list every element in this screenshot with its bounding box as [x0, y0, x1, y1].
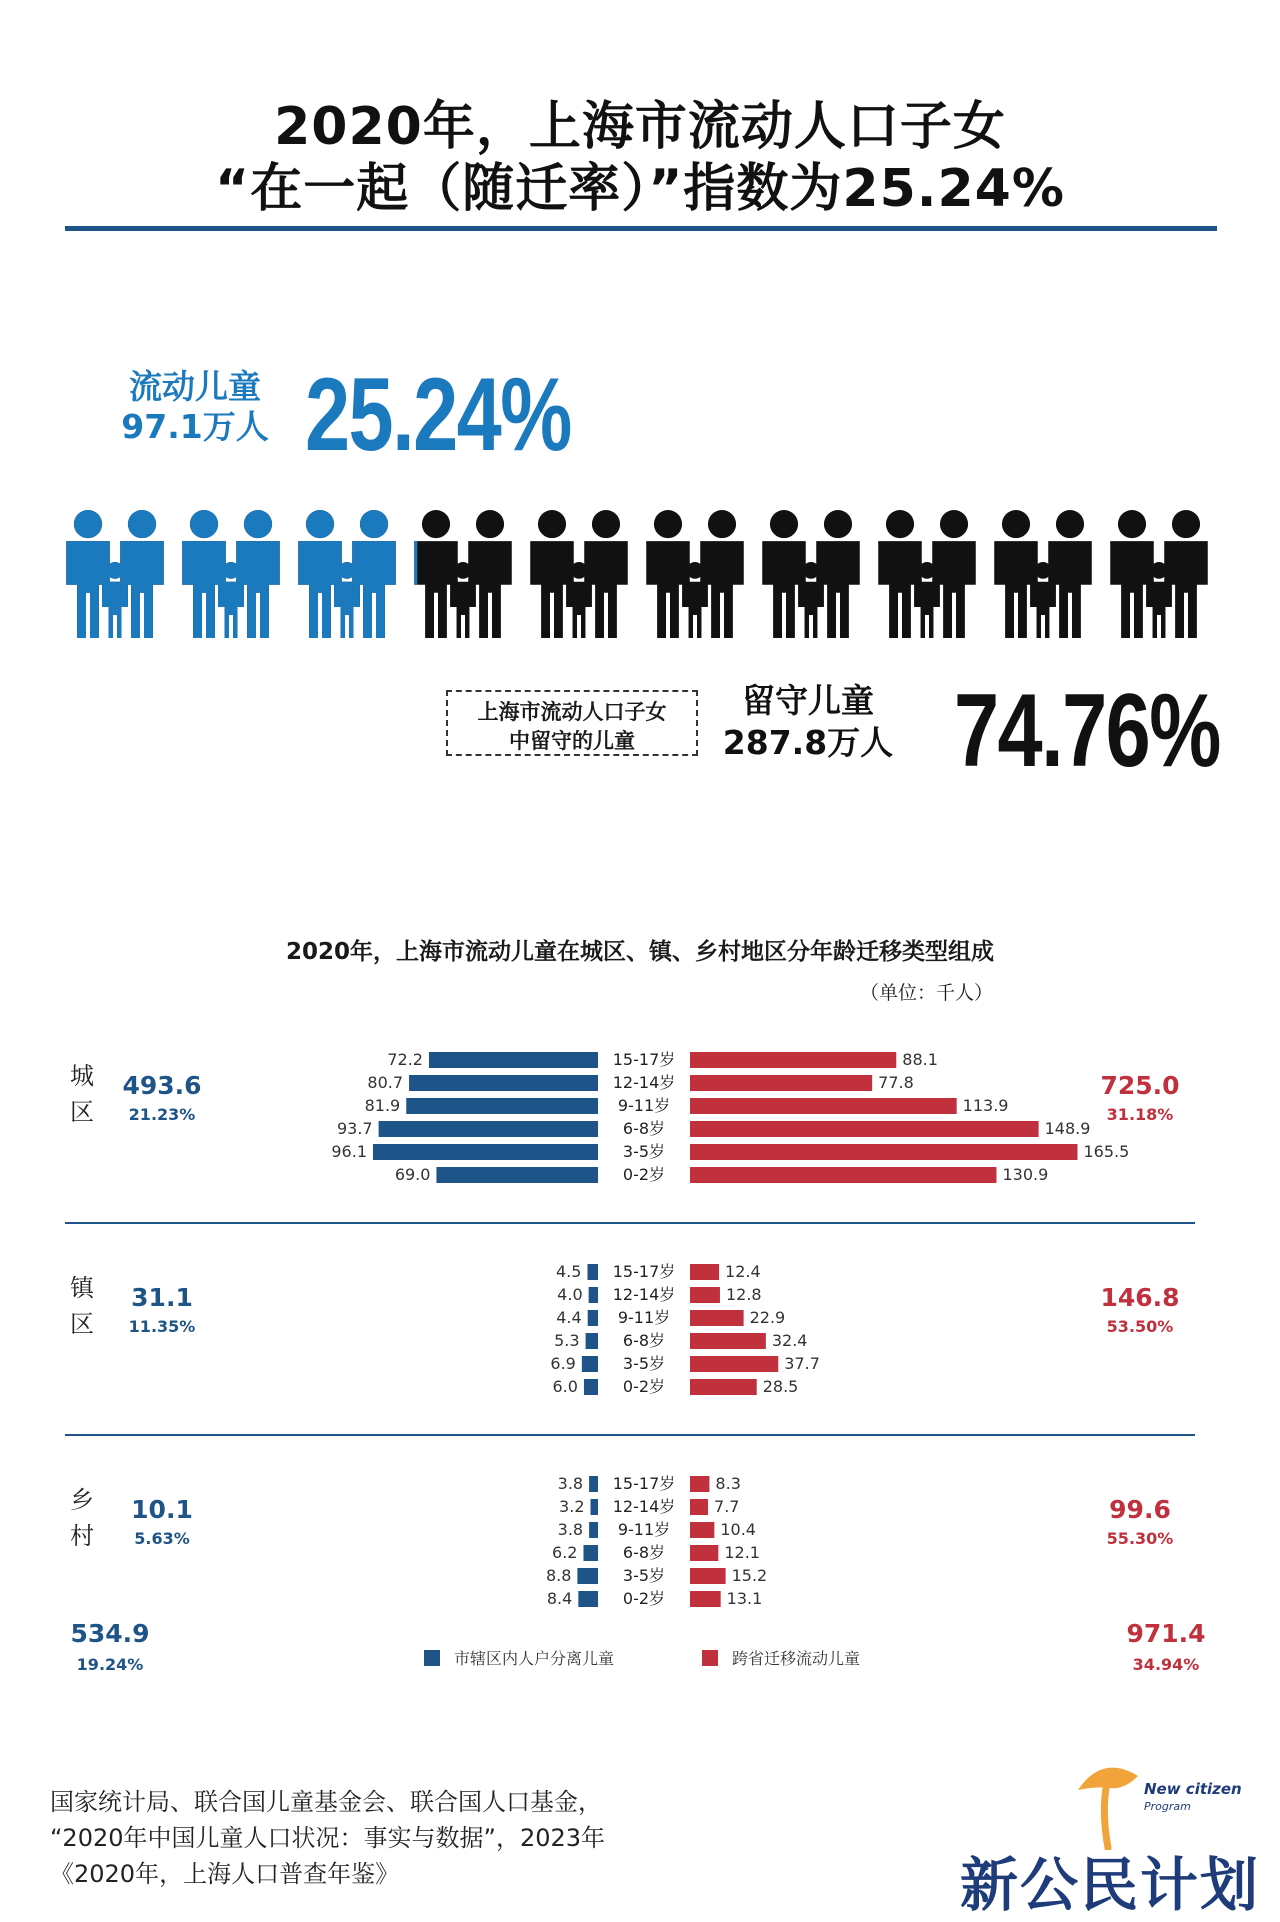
family-icon: [414, 510, 512, 638]
family-icon: [66, 510, 164, 638]
age-tick-label: 6-8岁: [622, 1543, 666, 1562]
age-tick-label: 9-11岁: [617, 1308, 671, 1327]
bar-left-0-5: [436, 1167, 598, 1183]
page-title-line2: “在一起（随迁率）”指数为25.24%: [215, 159, 1065, 219]
family-icon: [994, 510, 1092, 638]
bar-left-0-1: [409, 1075, 598, 1091]
region-name: 区: [70, 1098, 94, 1126]
bar-right-0-1: [690, 1075, 872, 1091]
age-tick-label: 6-8岁: [622, 1331, 666, 1350]
age-tick-label: 15-17岁: [612, 1474, 676, 1493]
region-left-total: 10.1: [131, 1495, 193, 1524]
bar-left-1-5: [584, 1379, 598, 1395]
bar-right-1-4: [690, 1356, 778, 1372]
value-label-left: 4.5: [556, 1262, 582, 1281]
age-tick-label: 0-2岁: [622, 1589, 666, 1608]
bar-left-1-3: [586, 1333, 598, 1349]
age-tick-label: 9-11岁: [617, 1096, 671, 1115]
age-tick-label: 6-8岁: [622, 1119, 666, 1138]
age-tick-label: 3-5岁: [622, 1354, 666, 1373]
left-behind-note-line1: 上海市流动人口子女: [477, 700, 667, 724]
region-left-share: 21.23%: [128, 1105, 196, 1124]
value-label-left: 3.8: [557, 1520, 584, 1539]
bar-right-2-5: [690, 1591, 721, 1607]
bar-right-0-0: [690, 1052, 896, 1068]
value-label-right: 88.1: [902, 1050, 938, 1069]
migrant-label-line1: 流动儿童: [129, 367, 261, 406]
family-icon: [878, 510, 976, 638]
bar-left-1-4: [582, 1356, 598, 1372]
bar-right-1-0: [690, 1264, 719, 1280]
family-icon: [762, 510, 860, 638]
age-tick-label: 12-14岁: [612, 1285, 676, 1304]
value-label-left: 96.1: [331, 1142, 367, 1161]
left-behind-label-line1: 留守儿童: [742, 681, 874, 720]
logo: [960, 1760, 1261, 1919]
region-left-share: 5.63%: [134, 1529, 190, 1548]
source-line1: 国家统计局、联合国儿童基金会、联合国人口基金，: [50, 1788, 602, 1816]
region-name: 区: [70, 1310, 94, 1338]
value-label-right: 165.5: [1083, 1142, 1130, 1161]
legend-label-left: 市辖区内人户分离儿童: [454, 1649, 615, 1668]
bar-left-1-2: [588, 1310, 598, 1326]
bar-right-2-2: [690, 1522, 714, 1538]
value-label-right: 7.7: [714, 1497, 740, 1516]
page-title-line1: 2020年，上海市流动人口子女: [274, 97, 1006, 157]
legend-swatch-right: [702, 1650, 718, 1666]
bar-right-1-1: [690, 1287, 720, 1303]
value-label-right: 32.4: [771, 1331, 808, 1350]
value-label-right: 37.7: [784, 1354, 820, 1373]
legend-label-right: 跨省迁移流动儿童: [732, 1649, 861, 1668]
value-label-left: 4.4: [556, 1308, 582, 1327]
value-label-right: 22.9: [749, 1308, 786, 1327]
value-label-left: 6.2: [552, 1543, 578, 1562]
title-rule: [65, 226, 1217, 231]
value-label-right: 77.8: [878, 1073, 914, 1092]
left-behind-percentage: 74.76%: [954, 673, 1220, 789]
bar-left-2-5: [578, 1591, 598, 1607]
value-label-right: 8.3: [715, 1474, 741, 1493]
family-icon: [530, 510, 628, 638]
family-icon: [1110, 510, 1208, 638]
bar-left-2-2: [589, 1522, 598, 1538]
bar-right-0-5: [690, 1167, 996, 1183]
value-label-left: 8.4: [546, 1589, 573, 1608]
migrant-percentage: 25.24%: [305, 357, 571, 473]
bar-right-0-3: [690, 1121, 1039, 1137]
age-tick-label: 15-17岁: [612, 1050, 676, 1069]
legend-swatch-left: [424, 1650, 440, 1666]
value-label-left: 72.2: [387, 1050, 423, 1069]
bar-left-2-1: [591, 1499, 598, 1515]
value-label-right: 12.8: [725, 1285, 762, 1304]
left-behind-note-box: [446, 690, 698, 756]
source-line2: “2020年中国儿童人口状况：事实与数据”，2023年: [50, 1824, 606, 1852]
left-behind-note-line2: 中留守的儿童: [509, 729, 635, 753]
value-label-left: 81.9: [364, 1096, 401, 1115]
family-icon-row: [0, 490, 1280, 640]
value-label-right: 15.2: [731, 1566, 768, 1585]
value-label-left: 8.8: [545, 1566, 572, 1585]
region-right-share: 31.18%: [1106, 1105, 1174, 1124]
age-tick-label: 3-5岁: [622, 1566, 666, 1585]
value-label-left: 6.0: [552, 1377, 578, 1396]
bar-left-2-3: [583, 1545, 598, 1561]
migrant-label-line2: 97.1万人: [121, 407, 269, 446]
bar-left-2-0: [589, 1476, 598, 1492]
bar-right-2-0: [690, 1476, 709, 1492]
value-label-right: 28.5: [762, 1377, 799, 1396]
source-line3: 《2020年，上海人口普查年鉴》: [50, 1860, 400, 1888]
bar-left-0-3: [379, 1121, 598, 1137]
family-icon: [646, 510, 744, 638]
value-label-left: 93.7: [336, 1119, 373, 1138]
bar-right-1-2: [690, 1310, 744, 1326]
left-behind-label-line2: 287.8万人: [722, 723, 894, 762]
bar-left-0-2: [406, 1098, 598, 1114]
bar-left-2-4: [577, 1568, 598, 1584]
mushroom-logo-icon: [1072, 1760, 1142, 1850]
chart-unit: （单位：千人）: [860, 982, 994, 1004]
left-behind-label: [718, 680, 898, 764]
bar-right-0-4: [690, 1144, 1077, 1160]
region-right-total: 146.8: [1100, 1283, 1180, 1312]
region-name: 城: [70, 1062, 94, 1090]
bar-right-2-1: [690, 1499, 708, 1515]
value-label-left: 6.9: [550, 1354, 576, 1373]
value-label-right: 12.4: [725, 1262, 761, 1281]
population-pyramid-chart: [0, 1040, 1280, 1680]
bar-right-1-3: [690, 1333, 766, 1349]
bar-left-0-4: [373, 1144, 598, 1160]
region-left-share: 11.35%: [128, 1317, 196, 1336]
bar-right-0-2: [690, 1098, 957, 1114]
value-label-left: 80.7: [367, 1073, 404, 1092]
region-right-total: 99.6: [1109, 1495, 1171, 1524]
age-tick-label: 0-2岁: [622, 1165, 666, 1184]
value-label-left: 3.8: [557, 1474, 584, 1493]
family-icon: [298, 510, 396, 638]
logo-en-line2: Program: [1144, 1800, 1191, 1813]
value-label-right: 12.1: [724, 1543, 760, 1562]
chart-title: 2020年，上海市流动儿童在城区、镇、乡村地区分年龄迁移类型组成: [285, 939, 994, 965]
age-tick-label: 12-14岁: [612, 1073, 676, 1092]
value-label-right: 130.9: [1002, 1165, 1049, 1184]
logo-en-line1: New citizen: [1144, 1780, 1242, 1798]
region-right-total: 725.0: [1100, 1071, 1180, 1100]
region-right-share: 53.50%: [1106, 1317, 1174, 1336]
region-name: 村: [70, 1522, 94, 1550]
grand-right-share: 34.94%: [1132, 1655, 1200, 1674]
age-tick-label: 3-5岁: [622, 1142, 666, 1161]
migrant-label: [110, 367, 280, 447]
region-left-total: 493.6: [122, 1071, 202, 1100]
bar-left-1-0: [587, 1264, 598, 1280]
value-label-right: 13.1: [726, 1589, 763, 1608]
logo-main-text: 新公民计划: [960, 1851, 1261, 1919]
bar-left-1-1: [589, 1287, 598, 1303]
value-label-right: 113.9: [962, 1096, 1009, 1115]
region-left-total: 31.1: [131, 1283, 193, 1312]
region-right-share: 55.30%: [1106, 1529, 1174, 1548]
value-label-right: 10.4: [720, 1520, 756, 1539]
value-label-left: 4.0: [557, 1285, 583, 1304]
family-icon: [182, 510, 280, 638]
value-label-right: 148.9: [1044, 1119, 1091, 1138]
value-label-left: 69.0: [394, 1165, 431, 1184]
grand-left-total: 534.9: [70, 1619, 150, 1648]
region-name: 镇: [70, 1274, 94, 1302]
value-label-left: 3.2: [559, 1497, 585, 1516]
grand-left-share: 19.24%: [76, 1655, 144, 1674]
age-tick-label: 9-11岁: [617, 1520, 671, 1539]
value-label-left: 5.3: [554, 1331, 580, 1350]
bar-right-2-3: [690, 1545, 718, 1561]
grand-right-total: 971.4: [1126, 1619, 1206, 1648]
bar-right-2-4: [690, 1568, 726, 1584]
age-tick-label: 15-17岁: [612, 1262, 676, 1281]
bar-left-0-0: [429, 1052, 598, 1068]
bar-right-1-5: [690, 1379, 757, 1395]
age-tick-label: 0-2岁: [622, 1377, 666, 1396]
age-tick-label: 12-14岁: [612, 1497, 676, 1516]
region-name: 乡: [70, 1486, 94, 1514]
